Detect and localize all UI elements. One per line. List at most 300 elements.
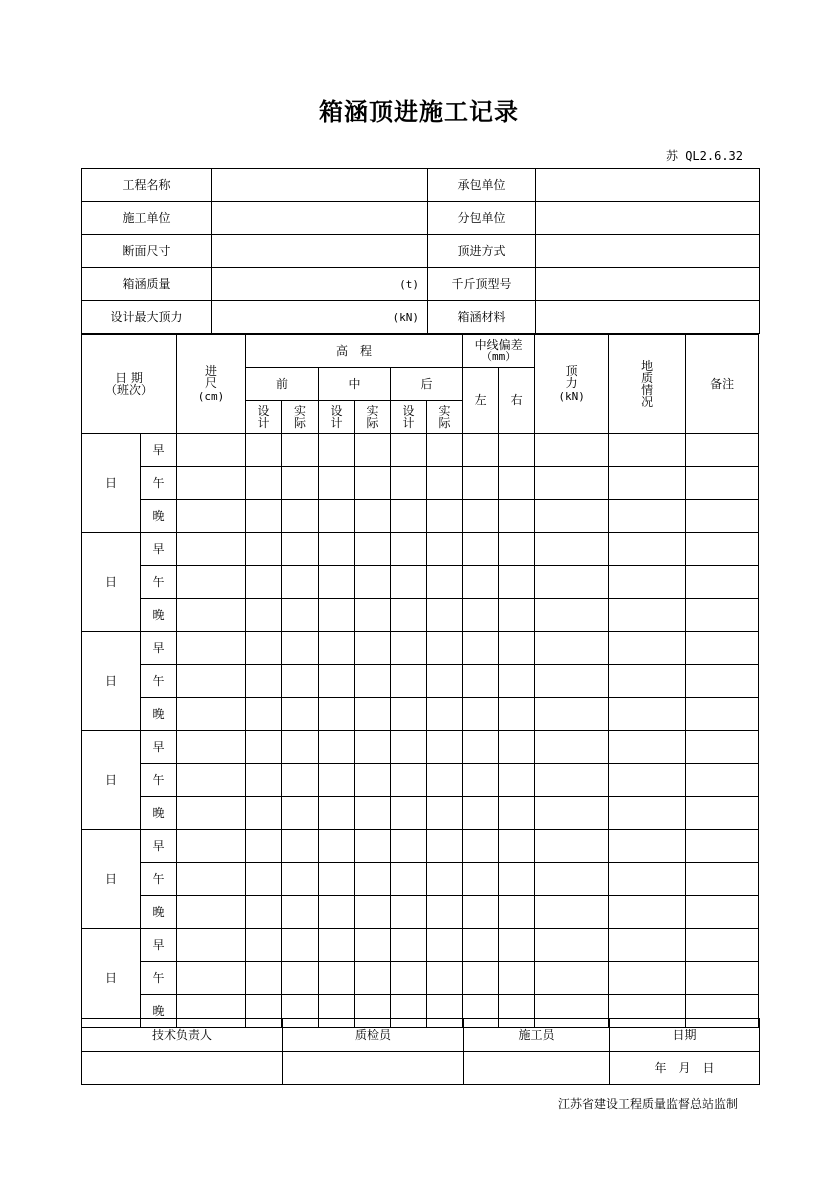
data-cell[interactable] — [319, 434, 355, 467]
section-size-field[interactable] — [212, 235, 428, 268]
jacking-method-label: 顶进方式 — [428, 235, 536, 268]
data-cell[interactable] — [463, 665, 499, 698]
data-cell[interactable] — [609, 830, 686, 863]
data-cell[interactable] — [282, 533, 319, 566]
data-cell[interactable] — [391, 599, 427, 632]
data-cell[interactable] — [427, 665, 463, 698]
data-cell[interactable] — [463, 434, 499, 467]
shift-cell: 晚 — [141, 500, 177, 533]
data-cell[interactable] — [427, 896, 463, 929]
data-cell[interactable] — [355, 500, 391, 533]
data-cell[interactable] — [177, 731, 246, 764]
data-cell[interactable] — [427, 566, 463, 599]
day-cell[interactable]: 日 — [82, 632, 141, 731]
date-label: 日 期 — [115, 371, 143, 385]
data-cell[interactable] — [535, 863, 609, 896]
data-cell[interactable] — [177, 467, 246, 500]
data-cell[interactable] — [282, 863, 319, 896]
data-cell[interactable] — [282, 599, 319, 632]
date-shift-header — [82, 335, 177, 434]
jack-model-label: 千斤顶型号 — [428, 268, 536, 301]
data-cell[interactable] — [282, 632, 319, 665]
data-cell[interactable] — [686, 533, 759, 566]
data-cell[interactable] — [686, 731, 759, 764]
construction-unit-label: 施工单位 — [82, 202, 212, 235]
data-cell[interactable] — [535, 830, 609, 863]
back-design-header: 设计 — [391, 401, 427, 434]
data-cell[interactable] — [609, 896, 686, 929]
data-cell[interactable] — [463, 962, 499, 995]
right-header: 右 — [499, 368, 535, 434]
culvert-material-field[interactable] — [536, 301, 760, 334]
data-cell[interactable] — [535, 962, 609, 995]
data-cell[interactable] — [246, 500, 282, 533]
table-row — [82, 698, 759, 731]
data-cell[interactable] — [319, 962, 355, 995]
data-cell[interactable] — [282, 731, 319, 764]
data-cell[interactable] — [319, 731, 355, 764]
page-title: 箱涵顶进施工记录 — [319, 98, 519, 126]
data-cell[interactable] — [391, 863, 427, 896]
data-cell[interactable] — [535, 500, 609, 533]
data-cell[interactable] — [427, 434, 463, 467]
data-cell[interactable] — [177, 764, 246, 797]
back-header: 后 — [391, 368, 463, 401]
data-cell[interactable] — [282, 434, 319, 467]
data-cell[interactable] — [282, 500, 319, 533]
day-cell[interactable]: 日 — [82, 434, 141, 533]
middle-actual-header: 实际 — [355, 401, 391, 434]
data-cell[interactable] — [463, 830, 499, 863]
middle-design-header: 设计 — [319, 401, 355, 434]
data-cell[interactable] — [463, 797, 499, 830]
table-row — [82, 929, 759, 962]
data-cell[interactable] — [609, 566, 686, 599]
table-row — [82, 962, 759, 995]
data-cell[interactable] — [246, 434, 282, 467]
data-cell[interactable] — [609, 665, 686, 698]
data-cell[interactable] — [246, 929, 282, 962]
data-cell[interactable] — [535, 797, 609, 830]
data-cell[interactable] — [609, 698, 686, 731]
data-cell[interactable] — [319, 863, 355, 896]
shift-cell: 晚 — [141, 599, 177, 632]
middle-header: 中 — [319, 368, 391, 401]
construction-unit-field[interactable] — [212, 202, 428, 235]
data-cell[interactable] — [282, 467, 319, 500]
centerline-label: 中线偏差 — [474, 338, 523, 352]
data-cell[interactable] — [609, 500, 686, 533]
advance-label: 进尺 — [205, 364, 218, 390]
remarks-header: 备注 — [686, 335, 759, 434]
data-cell[interactable] — [686, 830, 759, 863]
data-cell[interactable] — [319, 632, 355, 665]
header-table — [81, 168, 760, 334]
data-cell[interactable] — [355, 797, 391, 830]
data-cell[interactable] — [391, 698, 427, 731]
data-cell[interactable] — [609, 467, 686, 500]
data-cell[interactable] — [535, 632, 609, 665]
day-cell[interactable]: 日 — [82, 533, 141, 632]
shift-cell: 早 — [141, 830, 177, 863]
data-cell[interactable] — [282, 566, 319, 599]
section-size-label: 断面尺寸 — [82, 235, 212, 268]
data-cell[interactable] — [499, 533, 535, 566]
data-cell[interactable] — [391, 797, 427, 830]
data-cell[interactable] — [686, 764, 759, 797]
data-cell[interactable] — [282, 764, 319, 797]
shift-cell: 午 — [141, 962, 177, 995]
data-cell[interactable] — [355, 434, 391, 467]
data-cell[interactable] — [246, 467, 282, 500]
table-row — [82, 500, 759, 533]
data-cell[interactable] — [463, 764, 499, 797]
table-row — [82, 830, 759, 863]
culvert-mass-unit: (t) — [399, 277, 419, 291]
data-cell[interactable] — [177, 863, 246, 896]
data-cell[interactable] — [391, 566, 427, 599]
data-cell[interactable] — [177, 896, 246, 929]
data-cell[interactable] — [535, 434, 609, 467]
data-cell[interactable] — [609, 863, 686, 896]
data-cell[interactable] — [463, 500, 499, 533]
data-cell[interactable] — [427, 500, 463, 533]
data-cell[interactable] — [246, 896, 282, 929]
data-cell[interactable] — [686, 566, 759, 599]
data-cell[interactable] — [391, 632, 427, 665]
subcontractor-label: 分包单位 — [428, 202, 536, 235]
advance-header — [177, 335, 246, 434]
max-force-label: 设计最大顶力 — [82, 301, 212, 334]
culvert-mass-label: 箱涵质量 — [82, 268, 212, 301]
centerline-header — [463, 335, 535, 368]
table-row — [82, 599, 759, 632]
data-cell[interactable] — [499, 863, 535, 896]
data-cell[interactable] — [246, 797, 282, 830]
table-row — [82, 896, 759, 929]
data-cell[interactable] — [319, 500, 355, 533]
data-cell[interactable] — [427, 731, 463, 764]
data-cell[interactable] — [499, 929, 535, 962]
table-row — [82, 467, 759, 500]
day-cell[interactable]: 日 — [82, 929, 141, 1028]
geology-label: 地质情况 — [641, 358, 654, 409]
project-name-field[interactable] — [212, 169, 428, 202]
data-cell[interactable] — [391, 962, 427, 995]
data-cell[interactable] — [319, 566, 355, 599]
data-cell[interactable] — [282, 698, 319, 731]
data-cell[interactable] — [499, 500, 535, 533]
data-cell[interactable] — [535, 929, 609, 962]
data-cell[interactable] — [391, 533, 427, 566]
footer-issuer: 江苏省建设工程质量监督总站监制 — [557, 1097, 738, 1111]
data-cell[interactable] — [427, 830, 463, 863]
max-force-field[interactable] — [212, 301, 428, 334]
data-cell[interactable] — [535, 467, 609, 500]
data-cell[interactable] — [177, 566, 246, 599]
data-cell[interactable] — [609, 434, 686, 467]
data-cell[interactable] — [499, 830, 535, 863]
data-cell[interactable] — [246, 962, 282, 995]
elevation-header: 高 程 — [246, 335, 463, 368]
front-actual-header: 实际 — [282, 401, 319, 434]
jack-force-label: 顶力 — [565, 364, 578, 390]
day-cell[interactable]: 日 — [82, 830, 141, 929]
data-cell[interactable] — [282, 830, 319, 863]
jack-force-unit: (kN) — [558, 390, 585, 403]
data-cell[interactable] — [177, 830, 246, 863]
data-cell[interactable] — [355, 665, 391, 698]
data-cell[interactable] — [177, 698, 246, 731]
data-cell[interactable] — [319, 797, 355, 830]
shift-cell: 午 — [141, 566, 177, 599]
data-cell[interactable] — [177, 500, 246, 533]
data-cell[interactable] — [686, 434, 759, 467]
data-cell[interactable] — [609, 533, 686, 566]
data-cell[interactable] — [686, 500, 759, 533]
tech-lead-label: 技术负责人 — [82, 1019, 283, 1052]
shift-cell: 早 — [141, 929, 177, 962]
data-cell[interactable] — [499, 764, 535, 797]
data-cell[interactable] — [319, 599, 355, 632]
data-cell[interactable] — [246, 863, 282, 896]
data-cell[interactable] — [355, 533, 391, 566]
data-cell[interactable] — [427, 599, 463, 632]
data-cell[interactable] — [391, 830, 427, 863]
data-cell[interactable] — [282, 962, 319, 995]
tech-lead-signature[interactable] — [82, 1052, 283, 1085]
data-cell[interactable] — [177, 797, 246, 830]
shift-cell: 午 — [141, 665, 177, 698]
data-cell[interactable] — [246, 533, 282, 566]
data-cell[interactable] — [463, 467, 499, 500]
max-force-unit: (kN) — [392, 310, 419, 324]
data-cell[interactable] — [391, 896, 427, 929]
data-cell[interactable] — [499, 434, 535, 467]
data-cell[interactable] — [427, 632, 463, 665]
data-cell[interactable] — [391, 665, 427, 698]
data-cell[interactable] — [391, 764, 427, 797]
data-cell[interactable] — [355, 566, 391, 599]
table-row — [82, 797, 759, 830]
shift-cell: 晚 — [141, 896, 177, 929]
data-cell[interactable] — [319, 764, 355, 797]
shift-cell: 早 — [141, 632, 177, 665]
data-cell[interactable] — [463, 731, 499, 764]
record-table — [81, 334, 759, 1028]
front-header: 前 — [246, 368, 319, 401]
data-cell[interactable] — [177, 929, 246, 962]
data-cell[interactable] — [177, 533, 246, 566]
data-cell[interactable] — [391, 929, 427, 962]
data-cell[interactable] — [355, 863, 391, 896]
table-row — [82, 731, 759, 764]
data-cell[interactable] — [686, 599, 759, 632]
inspector-label: 质检员 — [283, 1019, 464, 1052]
data-cell[interactable] — [427, 533, 463, 566]
jack-force-header — [535, 335, 609, 434]
data-cell[interactable] — [427, 797, 463, 830]
builder-label: 施工员 — [464, 1019, 610, 1052]
data-cell[interactable] — [427, 698, 463, 731]
form-code: 苏 QL2.6.32 — [665, 149, 743, 163]
data-cell[interactable] — [355, 632, 391, 665]
data-cell[interactable] — [609, 599, 686, 632]
data-cell[interactable] — [355, 698, 391, 731]
data-cell[interactable] — [246, 665, 282, 698]
data-cell[interactable] — [355, 962, 391, 995]
data-cell[interactable] — [355, 764, 391, 797]
data-cell[interactable] — [535, 665, 609, 698]
data-cell[interactable] — [355, 599, 391, 632]
data-cell[interactable] — [463, 896, 499, 929]
data-cell[interactable] — [686, 797, 759, 830]
table-row — [82, 665, 759, 698]
data-cell[interactable] — [427, 962, 463, 995]
jacking-method-field[interactable] — [536, 235, 760, 268]
shift-cell: 晚 — [141, 698, 177, 731]
shift-cell: 早 — [141, 434, 177, 467]
shift-cell: 早 — [141, 731, 177, 764]
data-cell[interactable] — [463, 533, 499, 566]
data-cell[interactable] — [319, 929, 355, 962]
data-cell[interactable] — [609, 962, 686, 995]
data-cell[interactable] — [246, 599, 282, 632]
data-cell[interactable] — [686, 896, 759, 929]
data-cell[interactable] — [609, 797, 686, 830]
data-cell[interactable] — [499, 599, 535, 632]
data-cell[interactable] — [177, 599, 246, 632]
builder-signature[interactable] — [464, 1052, 610, 1085]
data-cell[interactable] — [535, 533, 609, 566]
shift-label: （班次） — [105, 383, 154, 397]
data-cell[interactable] — [355, 896, 391, 929]
data-cell[interactable] — [319, 533, 355, 566]
data-cell[interactable] — [535, 896, 609, 929]
shift-cell: 午 — [141, 467, 177, 500]
data-cell[interactable] — [535, 599, 609, 632]
data-cell[interactable] — [535, 731, 609, 764]
left-header: 左 — [463, 368, 499, 434]
data-cell[interactable] — [609, 929, 686, 962]
data-cell[interactable] — [535, 566, 609, 599]
data-cell[interactable] — [319, 665, 355, 698]
data-cell[interactable] — [391, 467, 427, 500]
data-cell[interactable] — [686, 929, 759, 962]
data-cell[interactable] — [319, 467, 355, 500]
data-cell[interactable] — [499, 632, 535, 665]
data-cell[interactable] — [609, 764, 686, 797]
data-cell[interactable] — [499, 698, 535, 731]
data-cell[interactable] — [686, 632, 759, 665]
data-cell[interactable] — [391, 500, 427, 533]
data-cell[interactable] — [177, 434, 246, 467]
data-cell[interactable] — [499, 566, 535, 599]
day-cell[interactable]: 日 — [82, 731, 141, 830]
culvert-mass-field[interactable] — [212, 268, 428, 301]
data-cell[interactable] — [282, 665, 319, 698]
data-cell[interactable] — [686, 467, 759, 500]
data-cell[interactable] — [246, 698, 282, 731]
data-cell[interactable] — [319, 896, 355, 929]
data-cell[interactable] — [427, 863, 463, 896]
shift-cell: 午 — [141, 863, 177, 896]
table-row — [82, 863, 759, 896]
data-cell[interactable] — [463, 698, 499, 731]
data-cell[interactable] — [463, 863, 499, 896]
signature-table — [81, 1018, 760, 1085]
sign-date-field[interactable]: 年 月 日 — [610, 1052, 760, 1085]
data-cell[interactable] — [246, 632, 282, 665]
data-cell[interactable] — [246, 566, 282, 599]
data-cell[interactable] — [499, 665, 535, 698]
shift-cell: 午 — [141, 764, 177, 797]
data-cell[interactable] — [463, 632, 499, 665]
data-cell[interactable] — [282, 929, 319, 962]
inspector-signature[interactable] — [283, 1052, 464, 1085]
data-cell[interactable] — [499, 731, 535, 764]
data-cell[interactable] — [319, 830, 355, 863]
data-cell[interactable] — [391, 731, 427, 764]
data-cell[interactable] — [609, 731, 686, 764]
data-cell[interactable] — [535, 764, 609, 797]
data-cell[interactable] — [355, 929, 391, 962]
data-cell[interactable] — [535, 698, 609, 731]
data-cell[interactable] — [499, 797, 535, 830]
data-cell[interactable] — [427, 764, 463, 797]
data-cell[interactable] — [499, 896, 535, 929]
data-cell[interactable] — [355, 467, 391, 500]
data-cell[interactable] — [177, 665, 246, 698]
back-actual-header: 实际 — [427, 401, 463, 434]
data-cell[interactable] — [463, 929, 499, 962]
data-cell[interactable] — [177, 962, 246, 995]
data-cell[interactable] — [686, 665, 759, 698]
data-cell[interactable] — [355, 731, 391, 764]
data-cell[interactable] — [686, 698, 759, 731]
data-cell[interactable] — [427, 467, 463, 500]
shift-cell: 晚 — [141, 797, 177, 830]
data-cell[interactable] — [177, 632, 246, 665]
contractor-field[interactable] — [536, 169, 760, 202]
advance-unit: (cm) — [197, 390, 225, 403]
data-cell[interactable] — [391, 434, 427, 467]
data-cell[interactable] — [686, 863, 759, 896]
subcontractor-field[interactable] — [536, 202, 760, 235]
data-cell[interactable] — [609, 632, 686, 665]
project-name-label: 工程名称 — [82, 169, 212, 202]
jack-model-field[interactable] — [536, 268, 760, 301]
geology-header — [609, 335, 686, 434]
data-cell[interactable] — [246, 764, 282, 797]
data-cell[interactable] — [246, 830, 282, 863]
date-label-sign: 日期 — [610, 1019, 760, 1052]
data-cell[interactable] — [246, 731, 282, 764]
data-cell[interactable] — [282, 896, 319, 929]
centerline-unit: （mm） — [480, 350, 517, 363]
data-cell[interactable] — [463, 599, 499, 632]
data-cell[interactable] — [427, 929, 463, 962]
data-cell[interactable] — [499, 467, 535, 500]
table-row — [82, 764, 759, 797]
data-cell[interactable] — [499, 962, 535, 995]
data-cell[interactable] — [282, 797, 319, 830]
table-row — [82, 566, 759, 599]
data-cell[interactable] — [463, 566, 499, 599]
data-cell[interactable] — [686, 962, 759, 995]
data-cell[interactable] — [355, 830, 391, 863]
data-cell[interactable] — [319, 698, 355, 731]
